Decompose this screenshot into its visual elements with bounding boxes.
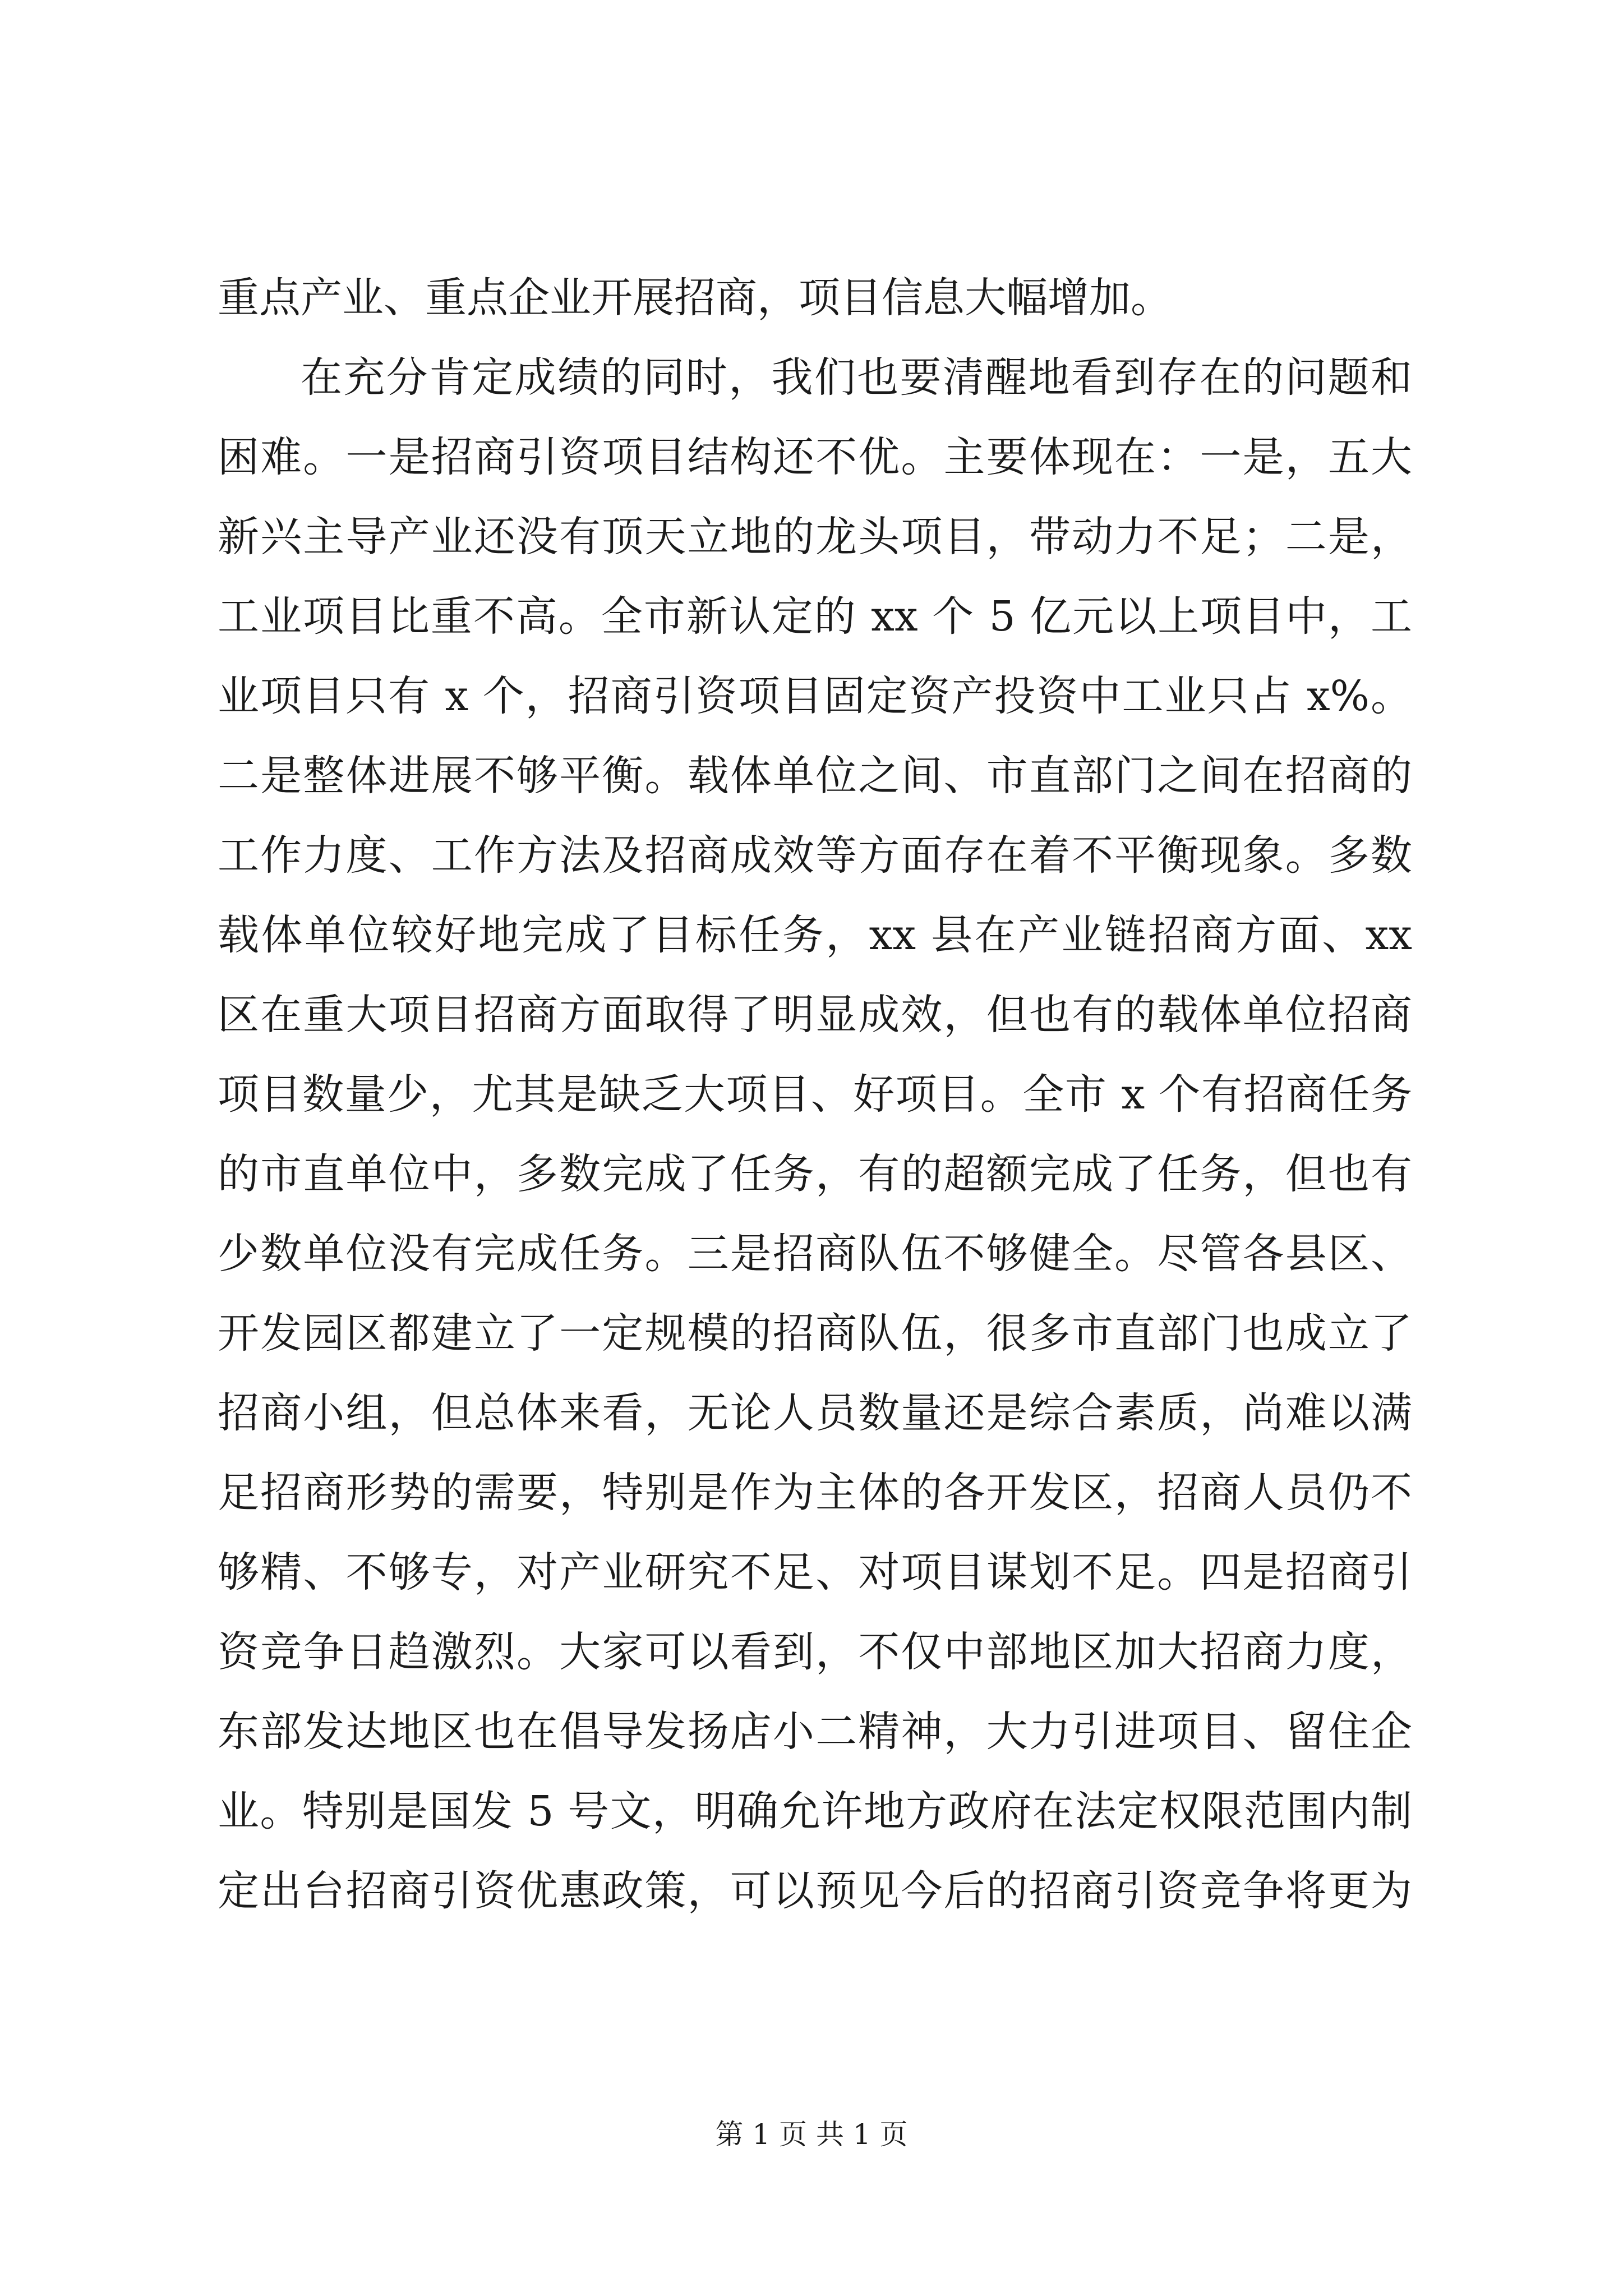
- text-line: 新兴主导产业还没有顶天立地的龙头项目，带动力不足；二是，: [218, 513, 1412, 561]
- text-line: 业项目只有 x 个，招商引资项目固定资产投资中工业只占 x%。: [218, 672, 1412, 720]
- text-line: 在充分肯定成绩的同时，我们也要清醒地看到存在的问题和: [301, 353, 1412, 402]
- text-line: 够精、不够专，对产业研究不足、对项目谋划不足。四是招商引: [218, 1548, 1412, 1596]
- text-line: 业。特别是国发 5 号文，明确允许地方政府在法定权限范围内制: [218, 1787, 1412, 1835]
- page-number-label: 第 1 页 共 1 页: [715, 2118, 908, 2151]
- text-line: 开发园区都建立了一定规模的招商队伍，很多市直部门也成立了: [218, 1309, 1412, 1358]
- text-line: 项目数量少，尤其是缺乏大项目、好项目。全市 x 个有招商任务: [218, 1070, 1412, 1119]
- text-line: 区在重大项目招商方面取得了明显成效，但也有的载体单位招商: [218, 991, 1412, 1039]
- text-line: 资竞争日趋激烈。大家可以看到，不仅中部地区加大招商力度，: [218, 1628, 1412, 1676]
- text-line: 定出台招商引资优惠政策，可以预见今后的招商引资竞争将更为: [218, 1867, 1412, 1915]
- text-line: 困难。一是招商引资项目结构还不优。主要体现在：一是，五大: [218, 433, 1412, 481]
- text-line: 工作力度、工作方法及招商成效等方面存在着不平衡现象。多数: [218, 831, 1412, 880]
- page-footer: [0, 2118, 1623, 2151]
- text-line: 少数单位没有完成任务。三是招商队伍不够健全。尽管各县区、: [218, 1230, 1412, 1278]
- text-line: 的市直单位中，多数完成了任务，有的超额完成了任务，但也有: [218, 1150, 1412, 1198]
- text-line: 二是整体进展不够平衡。载体单位之间、市直部门之间在招商的: [218, 752, 1412, 800]
- text-line: 足招商形势的需要，特别是作为主体的各开发区，招商人员仍不: [218, 1469, 1412, 1517]
- text-line: 重点产业、重点企业开展招商，项目信息大幅增加。: [218, 274, 1172, 322]
- text-line: 招商小组，但总体来看，无论人员数量还是综合素质，尚难以满: [218, 1389, 1412, 1437]
- text-line: 工业项目比重不高。全市新认定的 xx 个 5 亿元以上项目中，工: [218, 592, 1412, 641]
- body-text: [218, 258, 1412, 1931]
- text-line: 东部发达地区也在倡导发扬店小二精神，大力引进项目、留住企: [218, 1708, 1412, 1756]
- text-line: 载体单位较好地完成了目标任务，xx 县在产业链招商方面、xx: [218, 911, 1412, 959]
